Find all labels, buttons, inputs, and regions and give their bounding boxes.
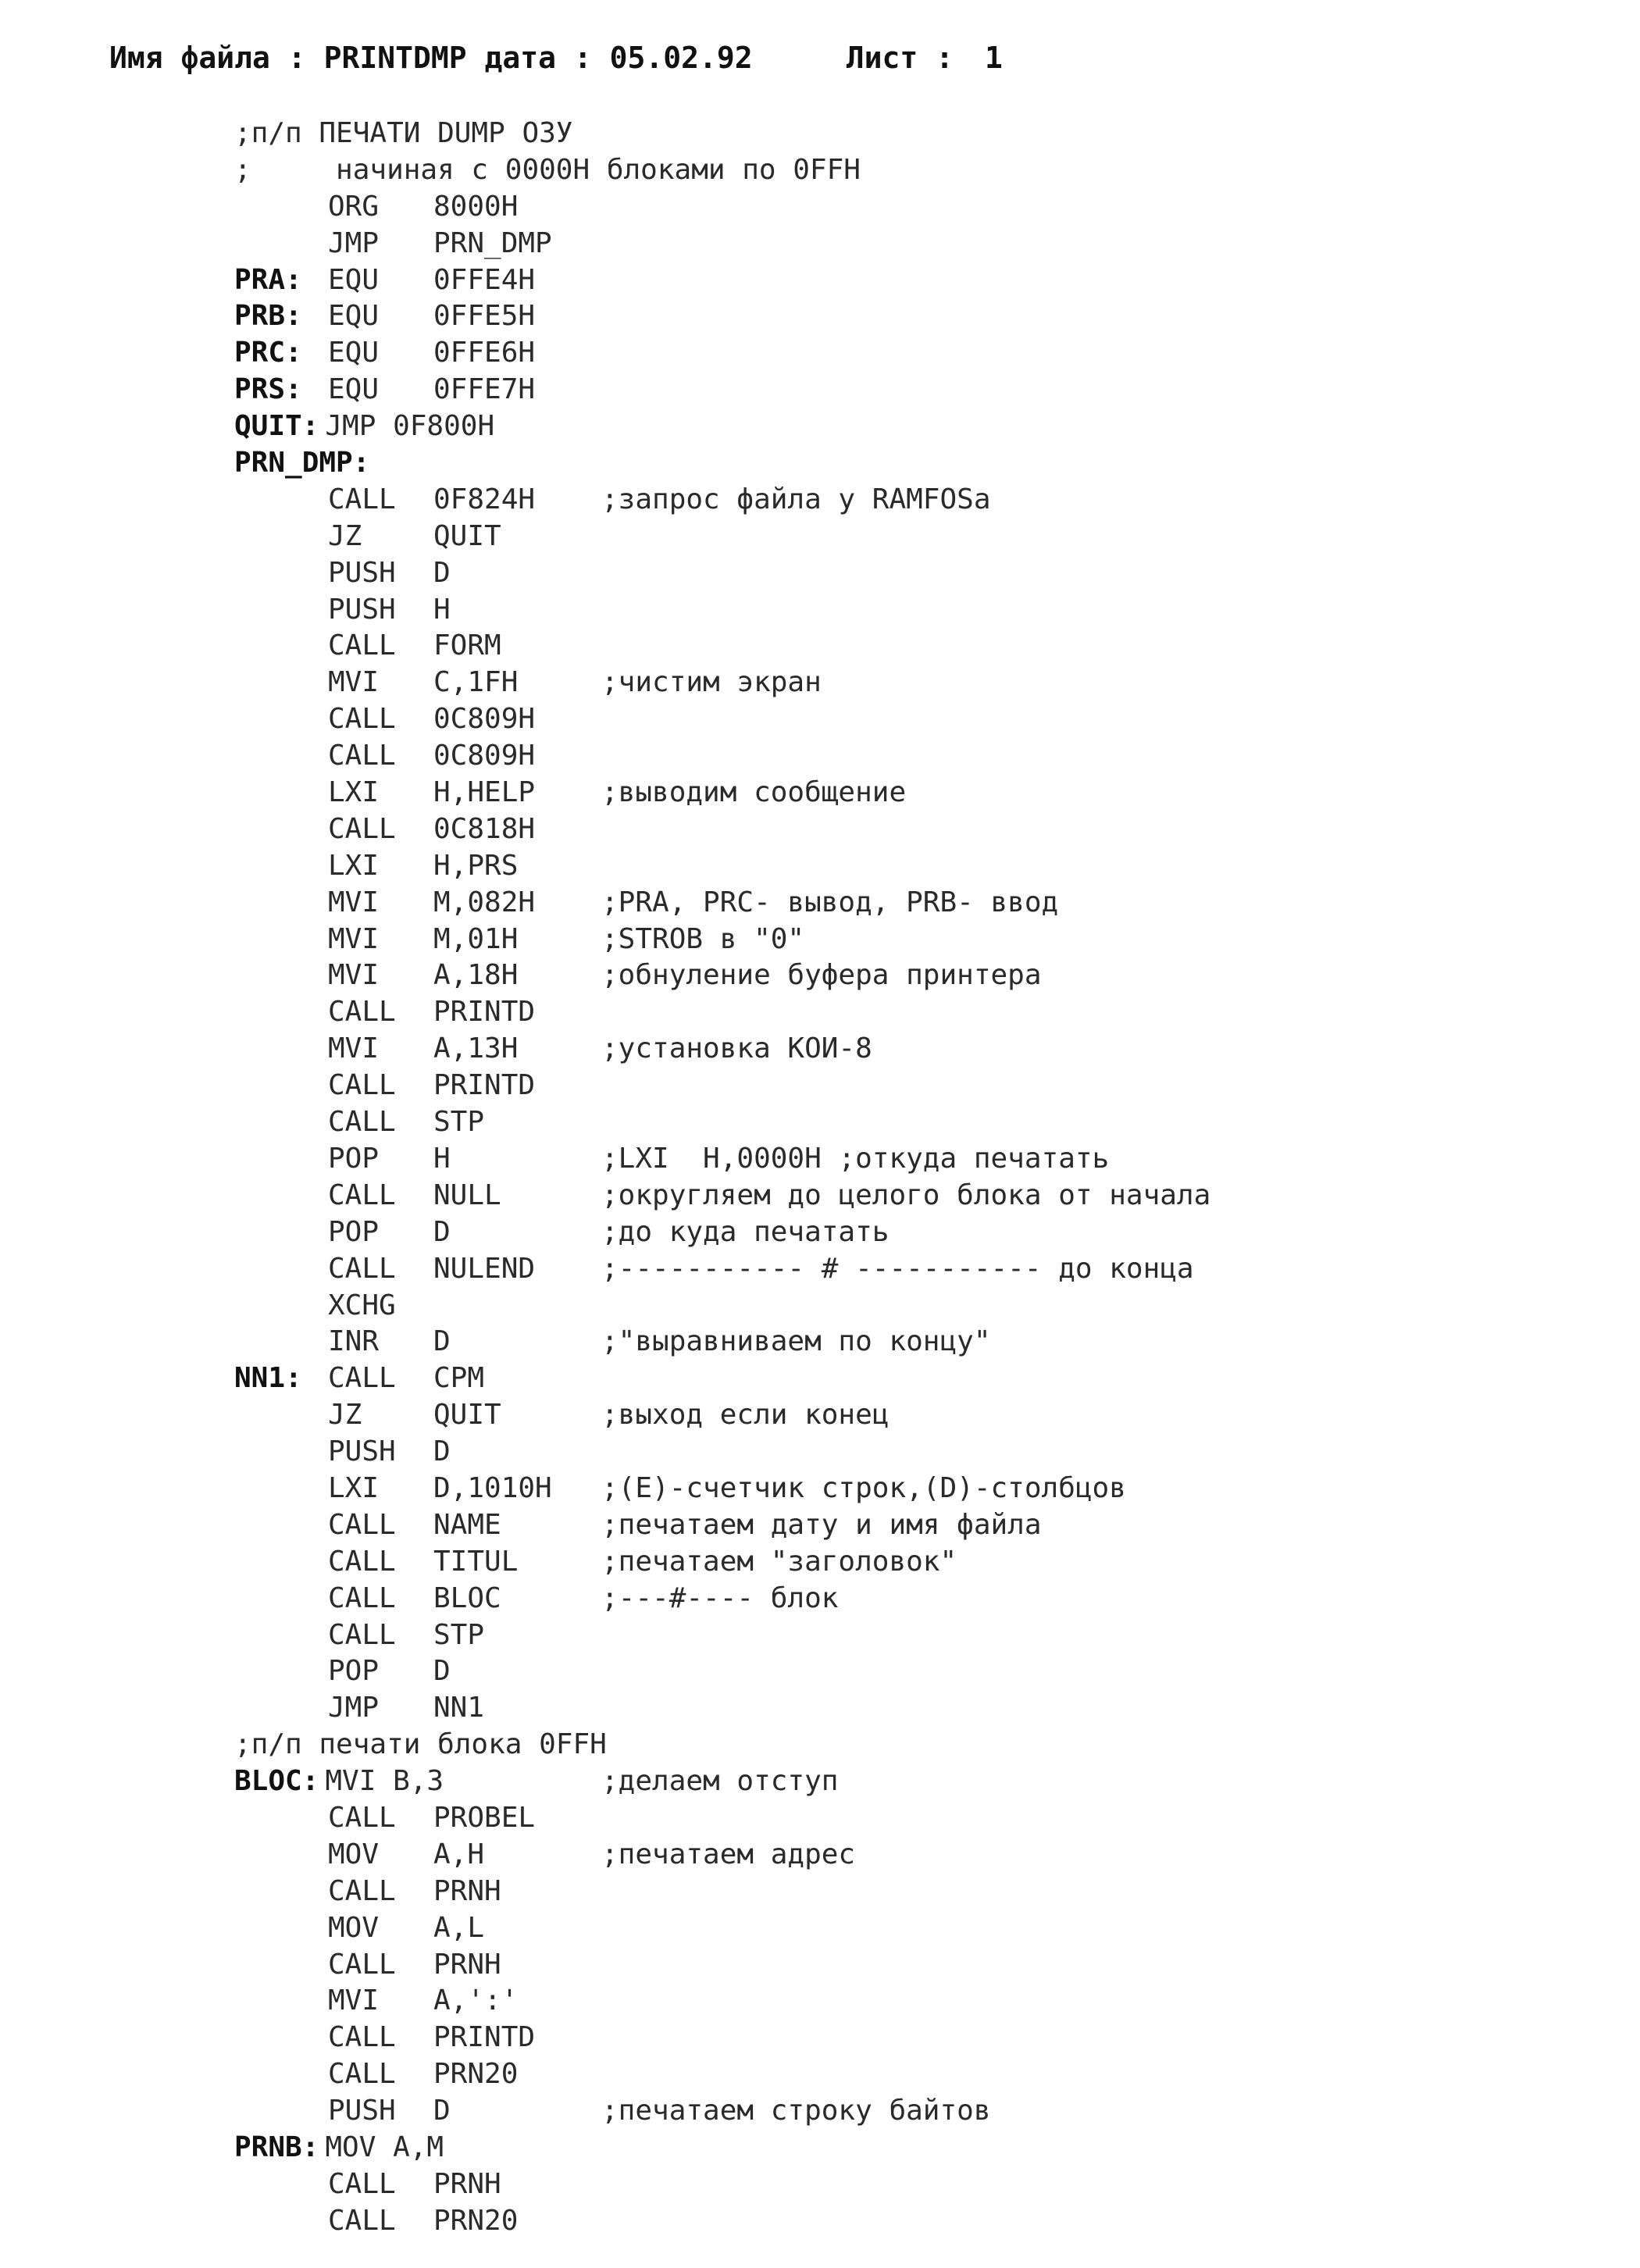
line-text: JMP 0F800H (325, 410, 495, 443)
line-operand: 0F824H (433, 483, 536, 515)
code-line (234, 2203, 861, 2240)
code-line (234, 701, 861, 738)
code-line (234, 555, 861, 592)
line-mnemonic: EQU (328, 300, 380, 333)
line-label: NN1: (234, 1362, 302, 1395)
code-line (234, 1910, 861, 1947)
line-operand: 8000H (433, 190, 519, 223)
code-line (234, 1104, 861, 1141)
line-operand: PRN20 (433, 2058, 519, 2091)
line-operand: 0FFE5H (433, 300, 536, 333)
line-operand: 0FFE7H (433, 373, 536, 406)
line-operand: PRNH (433, 2167, 501, 2200)
code-line (234, 1581, 861, 1617)
page-header (109, 41, 1003, 83)
line-comment: ;печатаем "заголовок" (601, 1545, 957, 1578)
line-operand: A,L (433, 1911, 485, 1944)
line-operand: D (433, 556, 451, 589)
line-operand: D,1010H (433, 1471, 552, 1504)
line-mnemonic: JMP (328, 1692, 380, 1724)
line-operand: PRN20 (433, 2204, 519, 2237)
code-line (234, 1544, 957, 1581)
line-mnemonic: CALL (328, 1801, 396, 1834)
line-operand: STP (433, 1618, 485, 1651)
line-comment: ;запрос файла у RAMFOSа (601, 483, 991, 515)
code-line (234, 152, 861, 189)
line-operand: H (433, 593, 451, 626)
line-mnemonic: PUSH (328, 593, 396, 626)
line-mnemonic: CALL (328, 996, 396, 1029)
date-value: 05.02.92 (609, 41, 753, 75)
code-line (234, 1434, 861, 1471)
line-mnemonic: JMP (328, 226, 380, 259)
line-comment: ;чистим экран (601, 666, 822, 699)
line-comment: ;обнуление буфера принтера (601, 959, 1042, 992)
code-line (234, 1947, 861, 1984)
line-operand: PRNH (433, 1874, 501, 1907)
line-mnemonic: LXI (328, 849, 380, 882)
line-comment: ;делаем отступ (601, 1765, 839, 1798)
code-line (234, 1214, 890, 1251)
line-comment: ;"выравниваем по концу" (601, 1325, 991, 1358)
code-line (234, 226, 861, 262)
line-operand: D (433, 1435, 451, 1468)
line-mnemonic: CALL (328, 812, 396, 845)
date-label: дата : (484, 41, 592, 75)
line-label: PRS: (234, 373, 302, 406)
code-line (234, 445, 861, 482)
code-line (234, 592, 861, 629)
line-operand: 0C818H (433, 812, 536, 845)
line-operand: QUIT (433, 519, 501, 552)
sheet-label: Лист : (846, 41, 954, 75)
line-label: PRA: (234, 263, 302, 296)
line-operand: D (433, 1655, 451, 1688)
line-text: ;п/п печати блока 0FFH (234, 1728, 607, 1761)
line-mnemonic: MVI (328, 922, 380, 955)
line-operand: PRINTD (433, 996, 536, 1029)
line-mnemonic: LXI (328, 776, 380, 809)
code-line (234, 1471, 1126, 1507)
line-comment: ;округляем до целого блока от начала (601, 1179, 1211, 1211)
line-mnemonic: CALL (328, 1582, 396, 1614)
line-operand: TITUL (433, 1545, 519, 1578)
line-comment: ;----------- # ----------- до конца (601, 1252, 1194, 1285)
line-text: ;п/п ПЕЧАТИ DUMP ОЗУ (234, 117, 573, 149)
line-mnemonic: MOV (328, 1911, 380, 1944)
line-mnemonic: CALL (328, 2204, 396, 2237)
line-mnemonic: PUSH (328, 2095, 396, 2127)
line-comment: ;PRA, PRC- вывод, PRB- ввод (601, 886, 1059, 918)
code-line (234, 848, 861, 885)
line-operand: H,HELP (433, 776, 536, 809)
code-line (234, 298, 861, 335)
line-operand: 0C809H (433, 740, 536, 772)
line-mnemonic: POP (328, 1215, 380, 1248)
line-label: PRN_DMP: (234, 447, 370, 480)
code-line (234, 1617, 861, 1654)
code-line (234, 189, 861, 226)
line-comment: ;---#---- блок (601, 1582, 839, 1614)
line-mnemonic: CALL (328, 1179, 396, 1211)
code-line (234, 372, 861, 408)
line-mnemonic: CALL (328, 2021, 396, 2054)
line-mnemonic: CALL (328, 629, 396, 662)
line-mnemonic: MVI (328, 886, 380, 918)
code-line (234, 2166, 861, 2203)
code-line (234, 1324, 991, 1360)
line-mnemonic: MOV (328, 1838, 380, 1870)
line-mnemonic: CALL (328, 483, 396, 515)
line-comment: ;LXI H,0000H ;откуда печатать (601, 1142, 1110, 1175)
line-label: PRC: (234, 337, 302, 369)
code-line (234, 1763, 861, 1800)
line-mnemonic: PUSH (328, 556, 396, 589)
line-text: ; начиная с 0000H блоками по 0FFH (234, 153, 861, 186)
code-line (234, 482, 991, 519)
line-mnemonic: INR (328, 1325, 380, 1358)
line-mnemonic: CALL (328, 1618, 396, 1651)
line-operand: FORM (433, 629, 501, 662)
line-comment: ;установка КОИ-8 (601, 1032, 872, 1065)
code-line (234, 1288, 861, 1325)
code-line (234, 1397, 890, 1434)
line-operand: PRINTD (433, 1069, 536, 1102)
code-line (234, 2056, 861, 2093)
line-operand: QUIT (433, 1399, 501, 1432)
line-mnemonic: LXI (328, 1471, 380, 1504)
code-line (234, 1360, 861, 1397)
line-mnemonic: MVI (328, 666, 380, 699)
code-line (234, 1727, 861, 1763)
line-operand: A,18H (433, 959, 519, 992)
line-operand: D (433, 1325, 451, 1358)
line-comment: ;печатаем адрес (601, 1838, 856, 1870)
code-line (234, 519, 861, 555)
line-mnemonic: EQU (328, 337, 380, 369)
line-operand: BLOC (433, 1582, 501, 1614)
line-mnemonic: JZ (328, 519, 362, 552)
line-operand: M,01H (433, 922, 519, 955)
line-text: MVI B,3 (325, 1765, 444, 1798)
line-mnemonic: CALL (328, 703, 396, 736)
line-comment: ;выводим сообщение (601, 776, 907, 809)
code-line (234, 262, 861, 299)
code-line (234, 628, 861, 665)
line-operand: NAME (433, 1508, 501, 1541)
line-operand: H (433, 1142, 451, 1175)
line-comment: ;STROB в "0" (601, 922, 805, 955)
code-line (234, 775, 907, 811)
line-mnemonic: POP (328, 1142, 380, 1175)
line-mnemonic: CALL (328, 1948, 396, 1981)
line-comment: ;печатаем дату и имя файла (601, 1508, 1042, 1541)
line-label: BLOC: (234, 1765, 319, 1798)
code-line (234, 1983, 861, 2020)
line-mnemonic: JZ (328, 1399, 362, 1432)
line-mnemonic: CALL (328, 1252, 396, 1285)
line-mnemonic: CALL (328, 1069, 396, 1102)
code-line (234, 1837, 861, 1874)
code-line (234, 1800, 861, 1837)
code-line (234, 922, 861, 958)
line-operand: PROBEL (433, 1801, 536, 1834)
code-line (234, 1031, 872, 1068)
line-mnemonic: CALL (328, 1874, 396, 1907)
line-label: PRNB: (234, 2131, 319, 2163)
line-operand: H,PRS (433, 849, 519, 882)
line-comment: ;(E)-счетчик строк,(D)-столбцов (601, 1471, 1126, 1504)
line-label: QUIT: (234, 410, 319, 443)
line-mnemonic: ORG (328, 190, 380, 223)
line-operand: CPM (433, 1362, 485, 1395)
line-operand: D (433, 1215, 451, 1248)
code-line (234, 1068, 861, 1104)
line-mnemonic: CALL (328, 2058, 396, 2091)
code-line (234, 116, 861, 152)
code-line (234, 2130, 861, 2166)
code-line (234, 335, 861, 372)
line-mnemonic: CALL (328, 2167, 396, 2200)
line-operand: A,13H (433, 1032, 519, 1065)
line-mnemonic: PUSH (328, 1435, 396, 1468)
code-line (234, 1690, 861, 1727)
line-comment: ;выход если конец (601, 1399, 890, 1432)
code-line (234, 1874, 861, 1910)
line-mnemonic: CALL (328, 1508, 396, 1541)
line-mnemonic: CALL (328, 1545, 396, 1578)
code-line (234, 957, 1042, 994)
line-label: PRB: (234, 300, 302, 333)
code-line (234, 2020, 861, 2056)
code-line (234, 811, 861, 848)
code-line (234, 408, 861, 445)
line-mnemonic: CALL (328, 740, 396, 772)
line-mnemonic: MVI (328, 1032, 380, 1065)
sheet-number: 1 (984, 41, 1003, 75)
line-operand: 0C809H (433, 703, 536, 736)
line-operand: NN1 (433, 1692, 485, 1724)
code-line (234, 1653, 861, 1690)
code-line (234, 1141, 1110, 1178)
line-operand: 0FFE6H (433, 337, 536, 369)
line-operand: M,082H (433, 886, 536, 918)
code-line (234, 1507, 1042, 1544)
line-mnemonic: MVI (328, 1984, 380, 2017)
line-operand: PRN_DMP (433, 226, 552, 259)
line-operand: NULL (433, 1179, 501, 1211)
code-line (234, 1178, 1211, 1214)
file-name: PRINTDMP (323, 41, 467, 75)
line-comment: ;до куда печатать (601, 1215, 890, 1248)
line-mnemonic: POP (328, 1655, 380, 1688)
line-comment: ;печатаем строку байтов (601, 2095, 991, 2127)
line-operand: STP (433, 1106, 485, 1139)
code-listing (234, 116, 1211, 2240)
line-operand: PRINTD (433, 2021, 536, 2054)
line-mnemonic: MVI (328, 959, 380, 992)
line-operand: D (433, 2095, 451, 2127)
line-mnemonic: CALL (328, 1362, 396, 1395)
code-line (234, 994, 861, 1031)
line-operand: C,1FH (433, 666, 519, 699)
code-line (234, 2093, 991, 2130)
code-line (234, 665, 861, 701)
line-operand: 0FFE4H (433, 263, 536, 296)
line-mnemonic: EQU (328, 373, 380, 406)
code-line (234, 738, 861, 775)
file-label: Имя файла : (109, 41, 306, 75)
line-mnemonic: CALL (328, 1106, 396, 1139)
code-line (234, 885, 1059, 922)
line-operand: A,':' (433, 1984, 519, 2017)
line-operand: PRNH (433, 1948, 501, 1981)
line-operand: NULEND (433, 1252, 536, 1285)
line-mnemonic: EQU (328, 263, 380, 296)
code-line (234, 1251, 1194, 1288)
line-mnemonic: XCHG (328, 1289, 396, 1321)
line-operand: A,H (433, 1838, 485, 1870)
line-text: MOV A,M (325, 2131, 444, 2163)
